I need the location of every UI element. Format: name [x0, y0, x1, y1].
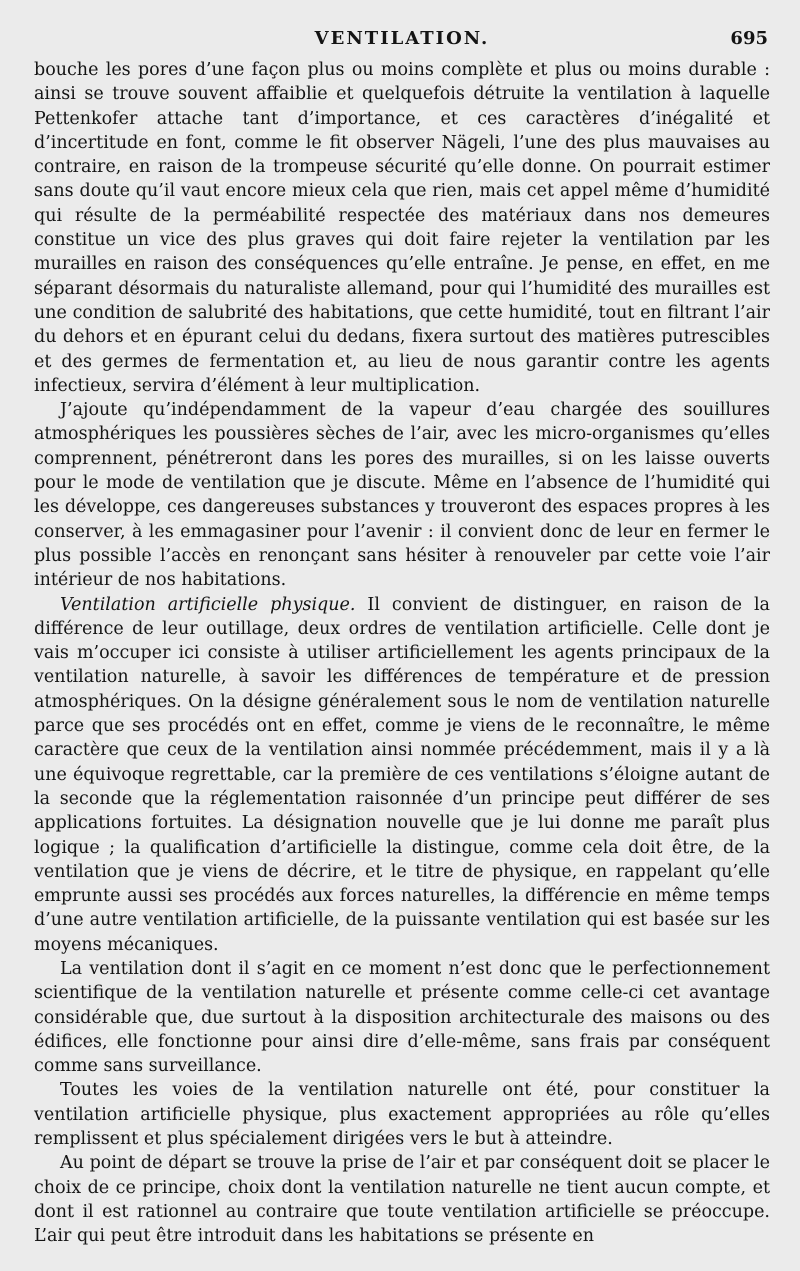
paragraph: Toutes les voies de la ventilation naturelle ont été, pour constituer la ventilation artificielle physique, plus exactement appropriées au rôle qu’elles remplissent et plus spécialement dirigées vers le but à atteindre. — [34, 1080, 770, 1150]
paragraph-continuation: bouche les pores d’une façon plus ou moins complète et plus ou moins durable : ainsi se trouve souvent affaiblie et quelquefois détruite la ventilation à laquelle Pettenkofer attache tant d’importance, et ces caractères d’inégalité et d’incertitude en font, comme le fit observer Nägeli, l’une des plus mauvaises au contraire, en raison de la trompeuse sécurité qu’elle donne. On pourrait estimer sans doute qu’il vaut encore mieux cela que rien, mais cet appel même d’humidité qui résulte de la perméabilité respectée des matériaux dans nos demeures constitue un vice des plus graves qui doit faire rejeter la ventilation par les murailles en raison des conséquences qu’elle entraîne. Je pense, en effet, en me séparant désormais du naturaliste allemand, pour qui l’humidité des murailles est une condition de salubrité des habitations, que cette humidité, tout en filtrant l’air du dehors et en épurant celui du dedans, fixera surtout des matières putrescibles et des germes de fermentation et, au lieu de nous garantir contre les agents infectieux, servira d’élément à leur multiplication. — [34, 60, 770, 396]
page-header — [34, 22, 770, 58]
paragraph: Au point de départ se trouve la prise de l’air et par conséquent doit se placer le choix de ce principe, choix dont la ventilation naturelle ne tient aucun compte, et dont il est rationnel au contraire que toute ventilation artificielle se préoccupe. L’air qui peut être introduit dans les habitations se présente en — [34, 1153, 770, 1247]
paragraph: La ventilation dont il s’agit en ce moment n’est donc que le perfectionnement scientifique de la ventilation naturelle et présente comme celle-ci cet avantage considérable que, due surtout à la disposition architecturale des maisons ou des édifices, elle fonctionne pour ainsi dire d’elle-même, sans frais par conséquent comme sans surveillance. — [34, 958, 770, 1077]
running-title: VENTILATION. — [314, 28, 490, 49]
section-heading: Ventilation artificielle physique. — [60, 594, 356, 615]
page-number: 695 — [730, 28, 768, 49]
paragraph-section-start — [34, 593, 770, 957]
body-text — [34, 58, 770, 1249]
paragraph: J’ajoute qu’indépendamment de la vapeur d’eau chargée des souillures atmosphériques les poussières sèches de l’air, avec les micro-organismes qu’elles comprennent, pénétreront dans les pores des murailles, si on les laisse ouverts pour le mode de ventilation que je discute. Même en l’absence de l’humidité qui les développe, ces dangereuses substances y trouveront des espaces propres à les conserver, à les emmagasiner pour l’avenir : il convient donc de leur en fermer le plus possible l’accès en renonçant sans hésiter à renouveler par cette voie l’air intérieur de nos habitations. — [34, 400, 770, 591]
paragraph-text: Il convient de distinguer, en raison de la différence de leur outillage, deux ordres de ventilation artificielle. Celle dont je vais m’occuper ici consiste à utiliser artificiellement les agents principaux de la ventilation naturelle, à savoir les différences de température et de pression atmosphériques. On la désigne généralement sous le nom de ventilation naturelle parce que ses procédés ont en effet, comme je viens de le reconnaître, le même caractère que ceux de la ventilation ainsi nommée précédemment, mais il y a là une équivoque regrettable, car la première de ces ventilations s’éloigne autant de la seconde que la réglementation raisonnée d’un principe peut différer de ses applications fortuites. La désignation nouvelle que je lui donne me paraît plus logique ; la qualification d’artificielle la distingue, comme cela doit être, de la ventilation que je viens de décrire, et le titre de physique, en rappelant qu’elle emprunte aussi ses procédés aux forces naturelles, la différencie en même temps d’une autre ventilation artificielle, de la puissante ventilation qui est basée sur les moyens mécaniques. — [34, 594, 770, 955]
